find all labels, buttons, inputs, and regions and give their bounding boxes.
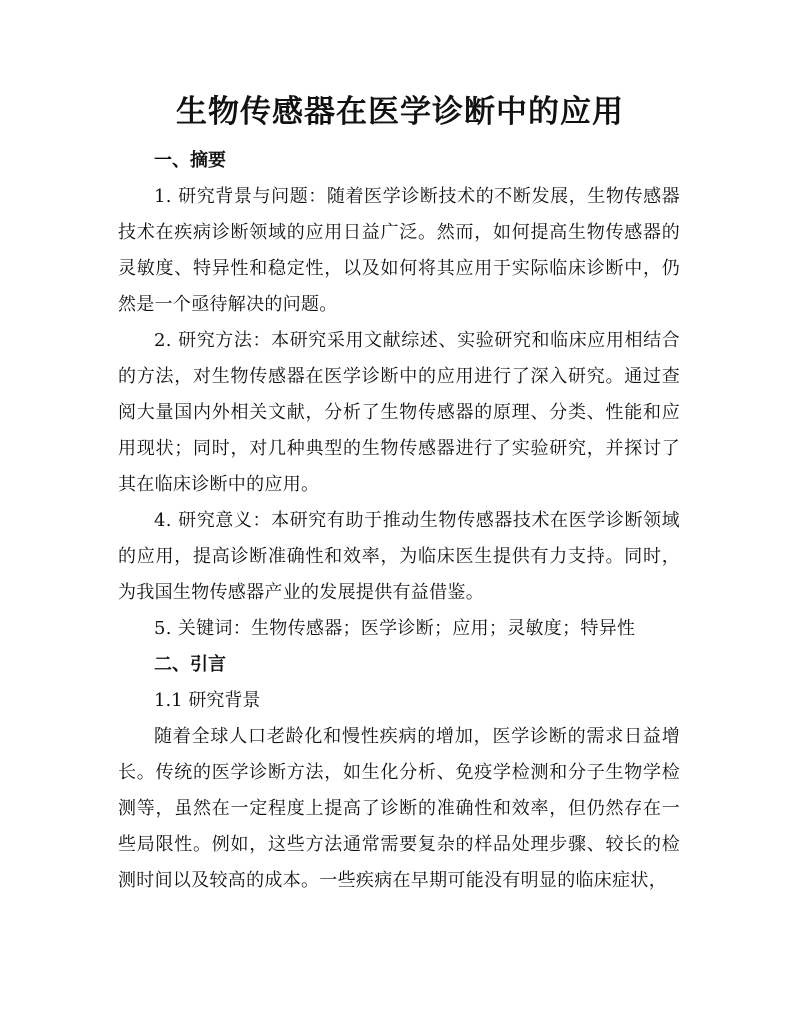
abstract-paragraph-methods: 2. 研究方法：本研究采用文献综述、实验研究和临床应用相结合的方法，对生物传感器在医学诊断中的应用进行了深入研究。通过查阅大量国内外相关文献，分析了生物传感器的原理、分类、性能和应用现状；同时，对几种典型的生物传感器进行了实验研究，并探讨了其在临床诊断中的应用。 bbox=[118, 330, 680, 495]
abstract-paragraph-significance: 4. 研究意义：本研究有助于推动生物传感器技术在医学诊断领域的应用，提高诊断准确性和效率，为临床医生提供有力支持。同时，为我国生物传感器产业的发展提供有益借鉴。 bbox=[118, 510, 680, 603]
subsection-heading-background: 1.1 研究背景 bbox=[154, 690, 261, 711]
introduction-paragraph: 随着全球人口老龄化和慢性疾病的增加，医学诊断的需求日益增长。传统的医学诊断方法，如生化分析、免疫学检测和分子生物学检测等，虽然在一定程度上提高了诊断的准确性和效率，但仍然存在一些局限性。例如，这些方法通常需要复杂的样品处理步骤、较长的检测时间以及较高的成本。一些疾病在早期可能没有明显的临床症状， bbox=[118, 726, 680, 891]
document-body bbox=[118, 143, 680, 899]
section-heading-abstract: 一、摘要 bbox=[154, 150, 226, 171]
abstract-paragraph-background: 1. 研究背景与问题：随着医学诊断技术的不断发展，生物传感器技术在疾病诊断领域的应用日益广泛。然而，如何提高生物传感器的灵敏度、特异性和稳定性，以及如何将其应用于实际临床诊断中，仍然是一个亟待解决的问题。 bbox=[118, 186, 680, 315]
document-title: 生物传感器在医学诊断中的应用 bbox=[176, 94, 624, 130]
abstract-paragraph-keywords: 5. 关键词：生物传感器；医学诊断；应用；灵敏度；特异性 bbox=[154, 618, 636, 639]
section-heading-introduction: 二、引言 bbox=[154, 654, 226, 675]
